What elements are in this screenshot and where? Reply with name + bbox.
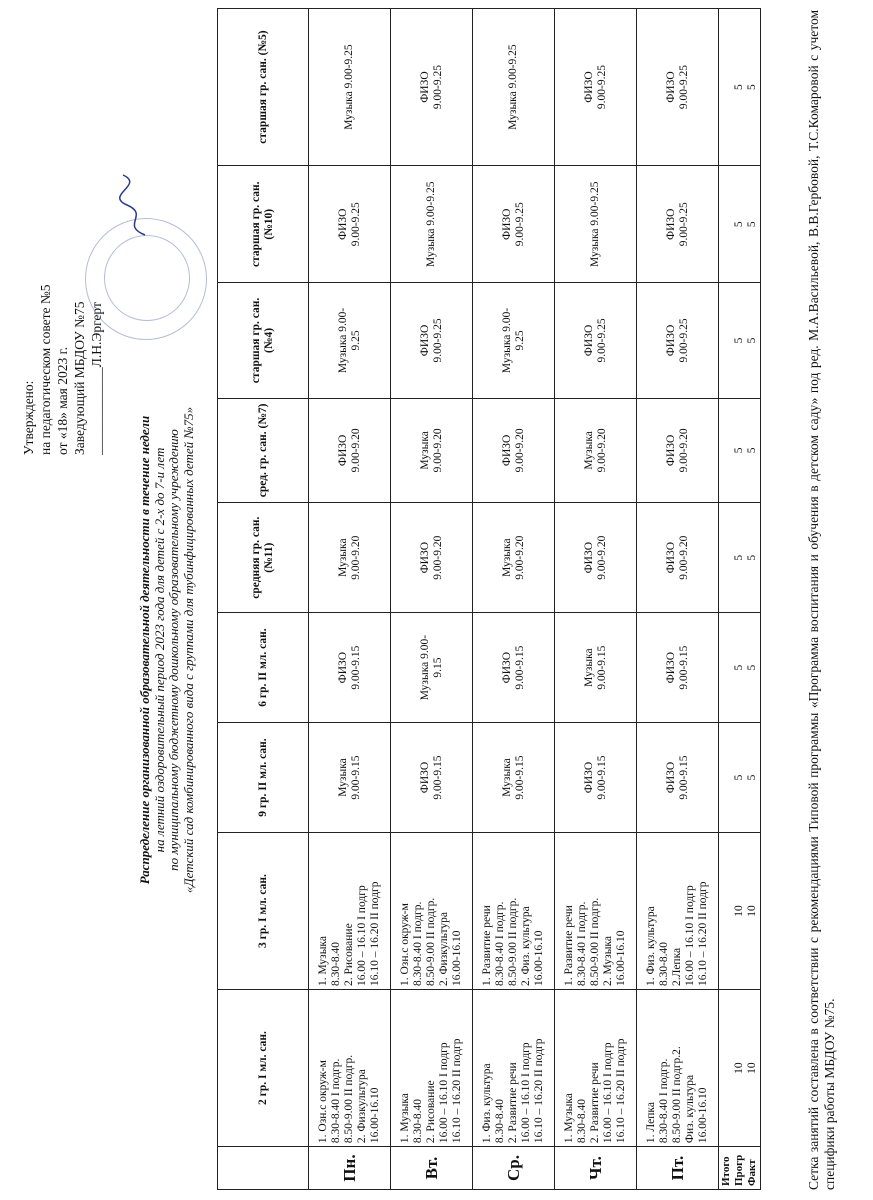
totals-spacer xyxy=(720,506,733,609)
cell-line: ФИЗО xyxy=(664,71,677,103)
schedule-cell-g11 xyxy=(473,503,555,613)
totals-value: 5 xyxy=(746,221,758,228)
schedule-cell-g2 xyxy=(637,990,719,1147)
cell-line: 16.10 – 16.20 II подгр xyxy=(615,1038,627,1144)
schedule-cell-g2 xyxy=(309,990,391,1147)
totals-spacer xyxy=(720,836,733,986)
footnote: Сетка занятий составлена в соответствии с рекомендациями Типовой программы «Программа воспитания и обучения в детском саду» под ред. М.А.Васильевой, В.В.Гербовой, Т.С.Комаровой с учетом специфики работы МБДОУ №75. xyxy=(806,10,837,1190)
cell-line: ФИЗО xyxy=(336,434,349,467)
cell-line: 9.00-9.20 xyxy=(595,535,608,580)
cell-line: 16.10 – 16.20 II подгр xyxy=(451,1038,463,1144)
title-line: «Детский сад комбинированного вида с группами для тубинфицированных детей №75» xyxy=(180,406,196,894)
cell-line: 9.00-9.15 xyxy=(677,645,690,690)
day-cell: Чт. xyxy=(555,1147,637,1190)
schedule-cell-g7 xyxy=(473,398,555,503)
cell-line: 8.50-9.00 II подгр. xyxy=(343,1054,355,1144)
cell-line: ФИЗО xyxy=(336,208,349,240)
cell-line: Музыка 9.00- xyxy=(500,307,513,374)
cell-line: ФИЗО xyxy=(336,651,349,684)
cell-line: 9.00-9.15 xyxy=(513,755,526,800)
cell-line: ФИЗО xyxy=(664,324,677,357)
cell-line: ФИЗО xyxy=(500,651,513,684)
cell-line: 9.00-9.25 xyxy=(595,65,608,110)
schedule-cell-g10 xyxy=(309,166,391,283)
totals-spacer xyxy=(720,726,733,829)
totals-row xyxy=(719,9,761,1190)
schedule-cell-g5 xyxy=(473,9,555,166)
totals-spacer xyxy=(720,169,733,279)
totals-cell-g4 xyxy=(719,283,761,398)
cell-line: 8.50-9.00 II подгр.2. xyxy=(671,1046,683,1144)
schedule-cell-g3 xyxy=(637,832,719,989)
day-cell: Пн. xyxy=(309,1147,391,1190)
totals-value: 5 xyxy=(733,774,745,781)
cell-line: 9.00-9.20 xyxy=(431,428,444,473)
schedule-cell-g5 xyxy=(309,9,391,166)
schedule-cell-g2 xyxy=(555,990,637,1147)
table-row xyxy=(637,9,719,1190)
column-header: сред. гр. сан. (№7) xyxy=(218,398,309,503)
cell-line: 16.00 – 16.10 I подгр xyxy=(438,1042,450,1144)
cell-line: Музыка 9.00-9.25 xyxy=(589,181,601,267)
schedule-cell-g3 xyxy=(391,832,473,989)
cell-line: 8.30-8.40 I подгр. xyxy=(576,901,588,987)
approval-line: _____________Л.Н.Эргерт xyxy=(89,302,104,455)
column-header xyxy=(218,1147,309,1190)
cell-line: 9.00-9.20 xyxy=(349,428,362,473)
cell-line: 8.50-9.00 II подгр. xyxy=(507,897,519,987)
totals-value: 5 xyxy=(733,221,745,228)
cell-line: 1. Физ. культура xyxy=(645,906,657,987)
schedule-cell-g4 xyxy=(391,283,473,398)
cell-line: Музыка xyxy=(336,538,349,577)
schedule-cell-g6 xyxy=(637,613,719,723)
cell-line: Музыка 9.00-9.25 xyxy=(343,44,355,130)
totals-cell-g2 xyxy=(719,990,761,1147)
cell-line: 1. Музыка xyxy=(317,936,329,987)
day-cell: Ср. xyxy=(473,1147,555,1190)
cell-line: 9.00-9.15 xyxy=(513,645,526,690)
cell-line: 8.30-8.40 I подгр. xyxy=(412,901,424,987)
schedule-table xyxy=(217,8,761,1190)
cell-line: 9.15 xyxy=(431,657,444,678)
cell-line: ФИЗО xyxy=(664,541,677,574)
schedule-cell-g2 xyxy=(391,990,473,1147)
schedule-cell-g9 xyxy=(391,723,473,833)
cell-line: 1. Лепка xyxy=(645,1102,657,1144)
cell-line: ФИЗО xyxy=(500,434,513,467)
cell-line: 16.10 – 16.20 II подгр xyxy=(697,881,709,987)
cell-line: 9.00-9.25 xyxy=(431,318,444,363)
table-header-row xyxy=(218,9,309,1190)
totals-cell-g9 xyxy=(719,723,761,833)
cell-line: 9.00-9.15 xyxy=(677,755,690,800)
cell-line: 9.25 xyxy=(513,330,526,351)
schedule-cell-g3 xyxy=(555,832,637,989)
totals-value: 5 xyxy=(733,337,745,344)
cell-line: Музыка 9.00- xyxy=(418,634,431,701)
signature-mark xyxy=(115,170,155,240)
cell-line: ФИЗО xyxy=(664,761,677,794)
table-row xyxy=(309,9,391,1190)
cell-line: 2. Физкультура xyxy=(438,912,450,987)
cell-line: 8.50-9.00 II подгр. xyxy=(425,897,437,987)
cell-line: 8.30-8.40 I подгр. xyxy=(494,901,506,987)
cell-line: 9.00-9.20 xyxy=(595,428,608,473)
cell-line: 9.00-9.25 xyxy=(677,65,690,110)
table-row xyxy=(473,9,555,1190)
cell-line: 9.00-9.15 xyxy=(349,645,362,690)
totals-value: 10 xyxy=(733,1062,745,1074)
totals-label-line: Прогр xyxy=(733,1154,745,1186)
totals-cell-g11 xyxy=(719,503,761,613)
cell-line: 8.30-8.40 xyxy=(494,1098,506,1144)
cell-line: ФИЗО xyxy=(582,71,595,103)
schedule-cell-g4 xyxy=(309,283,391,398)
schedule-cell-g11 xyxy=(637,503,719,613)
cell-line: 9.25 xyxy=(349,330,362,351)
schedule-cell-g9 xyxy=(555,723,637,833)
schedule-cell-g10 xyxy=(637,166,719,283)
approval-line: Утверждено: xyxy=(21,380,36,455)
cell-line: 8.30-8.40 xyxy=(658,941,670,987)
totals-label-line: Факт xyxy=(746,1159,758,1186)
cell-line: 9.00-9.25 xyxy=(677,318,690,363)
schedule-cell-g7 xyxy=(637,398,719,503)
cell-line: 9.00-9.15 xyxy=(595,755,608,800)
cell-line: 16.00 – 16.10 I подгр xyxy=(602,1042,614,1144)
schedule-cell-g2 xyxy=(473,990,555,1147)
schedule-cell-g9 xyxy=(309,723,391,833)
cell-line: Музыка xyxy=(418,431,431,470)
cell-line: Музыка 9.00-9.25 xyxy=(425,181,437,267)
schedule-cell-g9 xyxy=(473,723,555,833)
totals-value: 5 xyxy=(733,447,745,454)
schedule-cell-g4 xyxy=(555,283,637,398)
cell-line: 9.00-9.25 xyxy=(349,202,362,247)
schedule-cell-g11 xyxy=(391,503,473,613)
schedule-cell-g10 xyxy=(473,166,555,283)
totals-value: 10 xyxy=(746,1062,758,1074)
cell-line: ФИЗО xyxy=(500,208,513,240)
schedule-cell-g3 xyxy=(309,832,391,989)
day-cell: Вт. xyxy=(391,1147,473,1190)
cell-line: 9.00-9.20 xyxy=(349,535,362,580)
cell-line: Музыка 9.00- xyxy=(336,307,349,374)
totals-value: 5 xyxy=(746,664,758,671)
cell-line: 16.00-16.10 xyxy=(615,930,627,987)
column-header: старшая гр. сан. (№4) xyxy=(218,283,309,398)
cell-line: 1. Музыка xyxy=(563,1093,575,1144)
title-line: по муниципальному бюджетному дошкольному образовательному учреждению xyxy=(166,429,181,871)
table-body xyxy=(309,9,761,1190)
cell-line: 2. Рисование xyxy=(425,1080,437,1144)
totals-value: 5 xyxy=(746,84,758,90)
totals-value: 10 xyxy=(746,905,758,917)
schedule-cell-g6 xyxy=(473,613,555,723)
cell-line: 9.00-9.20 xyxy=(513,428,526,473)
cell-line: 16.00-16.10 xyxy=(369,1087,381,1144)
cell-line: 9.00-9.25 xyxy=(513,202,526,247)
schedule-cell-g5 xyxy=(555,9,637,166)
totals-spacer xyxy=(720,616,733,719)
cell-line: 9.00-9.25 xyxy=(595,318,608,363)
cell-line: Музыка xyxy=(582,648,595,687)
document-title xyxy=(138,250,196,1050)
schedule-cell-g10 xyxy=(391,166,473,283)
cell-line: Музыка xyxy=(336,758,349,797)
cell-line: Физ. культура xyxy=(684,1074,696,1144)
cell-line: ФИЗО xyxy=(664,208,677,240)
totals-value: 5 xyxy=(746,447,758,454)
totals-value: 5 xyxy=(746,554,758,561)
schedule-cell-g5 xyxy=(391,9,473,166)
cell-line: 2. Физкультура xyxy=(356,1069,368,1144)
cell-line: Музыка xyxy=(582,431,595,470)
schedule-cell-g11 xyxy=(309,503,391,613)
totals-cell-g6 xyxy=(719,613,761,723)
column-header: 2 гр. I мл. сан. xyxy=(218,990,309,1147)
cell-line: ФИЗО xyxy=(582,541,595,574)
column-header: 6 гр. II мл. сан. xyxy=(218,613,309,723)
cell-line: 16.00 – 16.10 I подгр xyxy=(356,885,368,987)
cell-line: Музыка xyxy=(500,758,513,797)
schedule-cell-g4 xyxy=(637,283,719,398)
totals-spacer xyxy=(720,286,733,394)
cell-line: 8.30-8.40 xyxy=(412,1098,424,1144)
cell-line: 2. Развитие речи xyxy=(507,1062,519,1144)
cell-line: 8.30-8.40 I подгр. xyxy=(330,1058,342,1144)
cell-line: 9.00-9.15 xyxy=(431,755,444,800)
day-cell: Пт. xyxy=(637,1147,719,1190)
cell-line: 9.00-9.20 xyxy=(431,535,444,580)
cell-line: 8.30-8.40 xyxy=(330,941,342,987)
cell-line: 2. Развитие речи xyxy=(589,1062,601,1144)
totals-spacer xyxy=(720,402,733,500)
cell-line: ФИЗО xyxy=(582,324,595,357)
schedule-cell-g6 xyxy=(555,613,637,723)
cell-line: 2.Лепка xyxy=(671,947,683,987)
cell-line: Музыка xyxy=(500,538,513,577)
cell-line: 16.00-16.10 xyxy=(697,1087,709,1144)
schedule-cell-g3 xyxy=(473,832,555,989)
schedule-cell-g10 xyxy=(555,166,637,283)
cell-line: ФИЗО xyxy=(418,71,431,103)
column-header: старшая гр. сан. (№5) xyxy=(218,9,309,166)
cell-line: 2. Физ. культура xyxy=(520,906,532,987)
cell-line: 9.00-9.20 xyxy=(677,428,690,473)
cell-line: ФИЗО xyxy=(664,434,677,467)
column-header: 9 гр. II мл. сан. xyxy=(218,723,309,833)
totals-label-line: Итого xyxy=(720,1156,732,1186)
cell-line: ФИЗО xyxy=(664,651,677,684)
cell-line: 1. Музыка xyxy=(399,1093,411,1144)
schedule-cell-g11 xyxy=(555,503,637,613)
cell-line: ФИЗО xyxy=(418,541,431,574)
schedule-cell-g7 xyxy=(391,398,473,503)
cell-line: 1. Физ. культура xyxy=(481,1063,493,1144)
cell-line: 9.00-9.25 xyxy=(431,65,444,110)
cell-line: Музыка 9.00-9.25 xyxy=(507,44,519,130)
totals-value: 5 xyxy=(746,337,758,344)
schedule-cell-g7 xyxy=(555,398,637,503)
cell-line: 16.00 – 16.10 I подгр xyxy=(684,885,696,987)
schedule-cell-g6 xyxy=(309,613,391,723)
cell-line: 1. Озн.с окруж-м xyxy=(399,903,411,987)
title-line: на летний оздоровительный период 2023 года для детей с 2-х до 7-и лет xyxy=(151,447,167,853)
totals-cell-g7 xyxy=(719,398,761,503)
cell-line: 16.10 – 16.20 II подгр xyxy=(533,1038,545,1144)
totals-spacer xyxy=(720,993,733,1143)
schedule-cell-g5 xyxy=(637,9,719,166)
cell-line: 8.50-9.00 II подгр. xyxy=(589,897,601,987)
cell-line: 16.00-16.10 xyxy=(533,930,545,987)
schedule-cell-g6 xyxy=(391,613,473,723)
title-line: Распределение организованной образовательной деятельности в течение недели xyxy=(137,415,152,885)
schedule-cell-g9 xyxy=(637,723,719,833)
totals-value: 5 xyxy=(733,664,745,671)
totals-cell-g10 xyxy=(719,166,761,283)
cell-line: 9.00-9.15 xyxy=(349,755,362,800)
totals-value: 5 xyxy=(733,84,745,90)
cell-line: ФИЗО xyxy=(418,761,431,794)
cell-line: 9.00-9.15 xyxy=(595,645,608,690)
cell-line: ФИЗО xyxy=(582,761,595,794)
cell-line: 16.10 – 16.20 II подгр xyxy=(369,881,381,987)
cell-line: ФИЗО xyxy=(418,324,431,357)
approval-line: на педагогическом совете №5 xyxy=(38,284,53,455)
cell-line: 8.30-8.40 I подгр. xyxy=(658,1058,670,1144)
column-header: средняя гр. сан. (№11) xyxy=(218,503,309,613)
totals-label xyxy=(719,1147,761,1190)
schedule-cell-g4 xyxy=(473,283,555,398)
column-header: 3 гр. I мл. сан. xyxy=(218,832,309,989)
cell-line: 1. Озн.с окруж-м xyxy=(317,1060,329,1144)
cell-line: 9.00-9.20 xyxy=(513,535,526,580)
cell-line: 16.00 – 16.10 I подгр xyxy=(520,1042,532,1144)
column-header: старшая гр. сан. (№10) xyxy=(218,166,309,283)
cell-line: 16.00-16.10 xyxy=(451,930,463,987)
cell-line: 9.00-9.25 xyxy=(677,202,690,247)
totals-value: 5 xyxy=(733,554,745,561)
totals-cell-g3 xyxy=(719,832,761,989)
totals-value: 10 xyxy=(733,905,745,917)
approval-line: Заведующий МБДОУ №75 xyxy=(72,301,87,455)
totals-value: 5 xyxy=(746,774,758,781)
schedule-cell-g7 xyxy=(309,398,391,503)
cell-line: 2. Рисование xyxy=(343,923,355,987)
totals-spacer xyxy=(720,12,733,162)
table-row xyxy=(555,9,637,1190)
cell-line: 1. Развитие речи xyxy=(563,905,575,987)
cell-line: 1. Развитие речи xyxy=(481,905,493,987)
totals-cell-g5 xyxy=(719,9,761,166)
table-row xyxy=(391,9,473,1190)
cell-line: 2. Музыка xyxy=(602,936,614,987)
cell-line: 8.30-8.40 xyxy=(576,1098,588,1144)
cell-line: 9.00-9.20 xyxy=(677,535,690,580)
approval-line: от «18» мая 2023 г. xyxy=(55,346,70,455)
